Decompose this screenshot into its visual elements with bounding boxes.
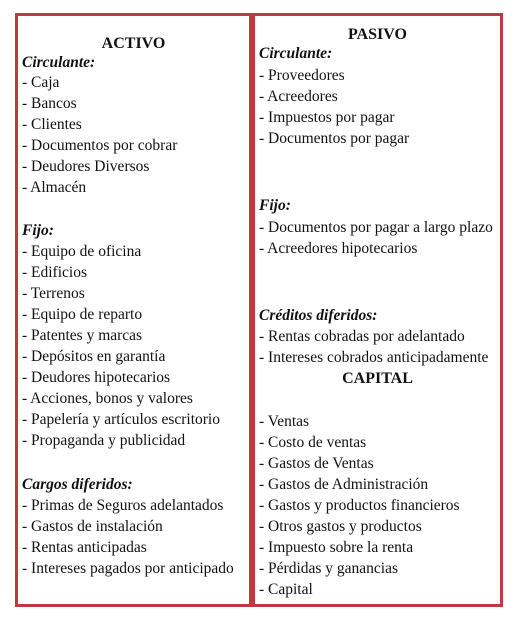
list-item: - Deudores hipotecarios bbox=[22, 369, 171, 386]
pasivo-circulante-heading: Circulante: bbox=[259, 45, 333, 62]
list-item: - Costo de ventas bbox=[259, 434, 367, 451]
list-item: - Intereses pagados por anticipado bbox=[22, 560, 234, 577]
list-item: - Equipo de reparto bbox=[22, 306, 143, 323]
list-item: - Primas de Seguros adelantados bbox=[22, 497, 224, 514]
list-item: - Ventas bbox=[259, 413, 310, 430]
list-item: - Impuestos por pagar bbox=[259, 109, 395, 126]
list-item: - Rentas cobradas por adelantado bbox=[259, 328, 465, 345]
activo-cargos-diferidos-heading: Cargos diferidos: bbox=[22, 476, 133, 493]
list-item: - Pérdidas y ganancias bbox=[259, 560, 399, 577]
list-item: - Rentas anticipadas bbox=[22, 539, 147, 556]
list-item: - Acreedores hipotecarios bbox=[259, 240, 418, 257]
list-item: - Edificios bbox=[22, 264, 87, 281]
activo-title: ACTIVO bbox=[101, 35, 166, 52]
activo-circulante-heading: Circulante: bbox=[22, 54, 96, 71]
list-item: - Impuesto sobre la renta bbox=[259, 539, 414, 556]
pasivo-title: PASIVO bbox=[348, 26, 407, 43]
pasivo-column bbox=[252, 13, 503, 607]
list-item: - Gastos de Ventas bbox=[259, 455, 374, 472]
list-item: - Documentos por cobrar bbox=[22, 137, 178, 154]
list-item: - Gastos de Administración bbox=[259, 476, 429, 493]
activo-column bbox=[15, 13, 252, 607]
capital-title: CAPITAL bbox=[342, 370, 413, 387]
pasivo-fijo-heading: Fijo: bbox=[259, 197, 291, 214]
list-item: - Propaganda y publicidad bbox=[22, 432, 186, 449]
list-item: - Capital bbox=[259, 581, 313, 598]
list-item: - Clientes bbox=[22, 116, 82, 133]
list-item: - Equipo de oficina bbox=[22, 243, 142, 260]
list-item: - Almacén bbox=[22, 179, 87, 196]
activo-fijo-heading: Fijo: bbox=[22, 222, 54, 239]
list-item: - Acreedores bbox=[259, 88, 338, 105]
list-item: - Deudores Diversos bbox=[22, 158, 150, 175]
list-item: - Gastos de instalación bbox=[22, 518, 163, 535]
list-item: - Documentos por pagar bbox=[259, 130, 410, 147]
list-item: - Intereses cobrados anticipadamente bbox=[259, 349, 489, 366]
list-item: - Patentes y marcas bbox=[22, 327, 143, 344]
list-item: - Depósitos en garantía bbox=[22, 348, 166, 365]
list-item: - Proveedores bbox=[259, 67, 345, 84]
list-item: - Bancos bbox=[22, 95, 77, 112]
pasivo-creditos-diferidos-heading: Créditos diferidos: bbox=[259, 307, 378, 324]
list-item: - Caja bbox=[22, 74, 60, 91]
list-item: - Papelería y artículos escritorio bbox=[22, 411, 220, 428]
list-item: - Gastos y productos financieros bbox=[259, 497, 460, 514]
list-item: - Acciones, bonos y valores bbox=[22, 390, 193, 407]
list-item: - Documentos por pagar a largo plazo bbox=[259, 219, 493, 236]
list-item: - Terrenos bbox=[22, 285, 85, 302]
list-item: - Otros gastos y productos bbox=[259, 518, 422, 535]
